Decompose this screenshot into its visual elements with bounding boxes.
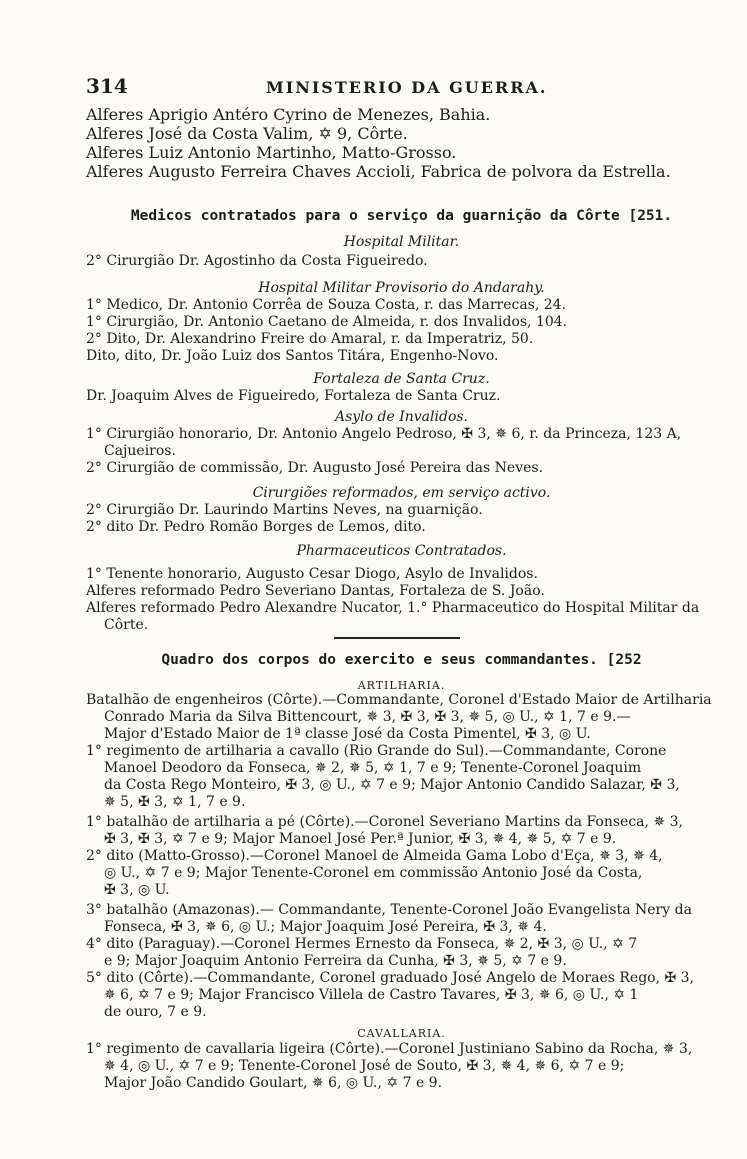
- text-line: Major João Candido Goulart, ✵ 6, ◎ U., ✡ 7 e 9.: [104, 1075, 443, 1091]
- text-line: de ouro, 7 e 9.: [104, 1004, 207, 1020]
- text-line: 2° dito (Matto-Grosso).—Coronel Manoel de Almeida Gama Lobo d'Eça, ✵ 3, ✵ 4,: [86, 848, 663, 864]
- text-line: 4° dito (Paraguay).—Coronel Hermes Ernesto da Fonseca, ✵ 2, ✠ 3, ◎ U., ✡ 7: [86, 936, 638, 952]
- text-line: 1° Medico, Dr. Antonio Corrêa de Souza Costa, r. das Marrecas, 24.: [86, 297, 567, 313]
- text-line: Alferes Augusto Ferreira Chaves Accioli, Fabrica de polvora da Estrella.: [86, 162, 671, 181]
- subheading: Fortaleza de Santa Cruz.: [313, 371, 490, 387]
- page-number: 314: [86, 74, 128, 98]
- text-line: Alferes reformado Pedro Severiano Dantas, Fortaleza de S. João.: [86, 583, 545, 599]
- text-line: 2° Cirurgião de commissão, Dr. Augusto José Pereira das Neves.: [86, 460, 544, 476]
- text-line: Alferes Aprigio Antéro Cyrino de Menezes, Bahia.: [86, 105, 491, 124]
- text-line: Dito, dito, Dr. João Luiz dos Santos Titára, Engenho-Novo.: [86, 348, 499, 364]
- text-line: ✠ 3, ◎ U.: [104, 882, 170, 898]
- section-title: Quadro dos corpos do exercito e seus commandantes. [252: [161, 652, 642, 668]
- text-line: 1° Cirurgião, Dr. Antonio Caetano de Almeida, r. dos Invalidos, 104.: [86, 314, 568, 330]
- running-head: MINISTERIO DA GUERRA.: [266, 78, 548, 97]
- text-line: Conrado Maria da Silva Bittencourt, ✵ 3, ✠ 3, ✠ 3, ✵ 5, ◎ U., ✡ 1, 7 e 9.—: [104, 709, 631, 725]
- text-line: 3° batalhão (Amazonas).— Commandante, Tenente-Coronel João Evangelista Nery da: [86, 902, 692, 918]
- text-line: 1° Cirurgião honorario, Dr. Antonio Angelo Pedroso, ✠ 3, ✵ 6, r. da Princeza, 123 A,: [86, 426, 682, 442]
- page-header: [86, 74, 719, 100]
- text-line: Dr. Joaquim Alves de Figueiredo, Fortaleza de Santa Cruz.: [86, 388, 501, 404]
- subheading: Hospital Militar Provisorio do Andarahy.: [258, 280, 545, 296]
- subheading: Cirurgiões reformados, em serviço activo.: [252, 485, 551, 501]
- section-title: Medicos contratados para o serviço da guarnição da Côrte [251.: [130, 208, 673, 224]
- text-line: 1° Tenente honorario, Augusto Cesar Diogo, Asylo de Invalidos.: [86, 566, 538, 582]
- text-line: 1° regimento de artilharia a cavallo (Rio Grande do Sul).—Commandante, Corone: [86, 743, 667, 759]
- text-line: 1° regimento de cavallaria ligeira (Côrte).—Coronel Justiniano Sabino da Rocha, ✵ 3,: [86, 1041, 693, 1057]
- subheading: Asylo de Invalidos.: [334, 409, 469, 425]
- subheading: ARTILHARIA.: [357, 679, 446, 692]
- text-line: 5° dito (Côrte).—Commandante, Coronel graduado José Angelo de Moraes Rego, ✠ 3,: [86, 970, 695, 986]
- text-line: ✵ 6, ✡ 7 e 9; Major Francisco Villela de Castro Tavares, ✠ 3, ✵ 6, ◎ U., ✡ 1: [104, 987, 639, 1003]
- text-line: e 9; Major Joaquim Antonio Ferreira da Cunha, ✠ 3, ✵ 5, ✡ 7 e 9.: [104, 953, 567, 969]
- subheading: Pharmaceuticos Contratados.: [296, 543, 507, 559]
- text-line: Alferes Luiz Antonio Martinho, Matto-Grosso.: [86, 143, 457, 162]
- text-line: Fonseca, ✠ 3, ✵ 6, ◎ U.; Major Joaquim José Pereira, ✠ 3, ✵ 4.: [104, 919, 547, 935]
- text-line: ◎ U., ✡ 7 e 9; Major Tenente-Coronel em commissão Antonio José da Costa,: [104, 865, 643, 881]
- text-line: ✠ 3, ✠ 3, ✡ 7 e 9; Major Manoel José Per.ª Junior, ✠ 3, ✵ 4, ✵ 5, ✡ 7 e 9.: [104, 831, 617, 847]
- text-line: Alferes reformado Pedro Alexandre Nucator, 1.° Pharmaceutico do Hospital Militar da: [86, 600, 700, 616]
- text-line: Côrte.: [104, 617, 149, 633]
- text-line: Cajueiros.: [104, 443, 176, 459]
- text-line: Major d'Estado Maior de 1ª classe José da Costa Pimentel, ✠ 3, ◎ U.: [104, 726, 591, 742]
- subheading: Hospital Militar.: [343, 234, 460, 250]
- text-line: 2° dito Dr. Pedro Romão Borges de Lemos, dito.: [86, 519, 426, 535]
- text-line: 2° Cirurgião Dr. Laurindo Martins Neves, na guarnição.: [86, 502, 483, 518]
- text-line: 2° Cirurgião Dr. Agostinho da Costa Figueiredo.: [86, 253, 428, 269]
- text-line: da Costa Rego Monteiro, ✠ 3, ◎ U., ✡ 7 e 9; Major Antonio Candido Salazar, ✠ 3,: [104, 777, 680, 793]
- divider: [334, 637, 460, 639]
- subheading: CAVALLARIA.: [357, 1027, 446, 1040]
- text-line: Batalhão de engenheiros (Côrte).—Commandante, Coronel d'Estado Maior de Artilharia: [86, 692, 712, 708]
- text-line: ✵ 5, ✠ 3, ✡ 1, 7 e 9.: [104, 794, 246, 810]
- text-line: 1° batalhão de artilharia a pé (Côrte).—Coronel Severiano Martins da Fonseca, ✵ 3,: [86, 814, 683, 830]
- text-line: Alferes José da Costa Valim, ✡ 9, Côrte.: [86, 124, 408, 143]
- text-line: Manoel Deodoro da Fonseca, ✵ 2, ✵ 5, ✡ 1, 7 e 9; Tenente-Coronel Joaquim: [104, 760, 642, 776]
- text-line: ✵ 4, ◎ U., ✡ 7 e 9; Tenente-Coronel José de Souto, ✠ 3, ✵ 4, ✵ 6, ✡ 7 e 9;: [104, 1058, 625, 1074]
- text-line: 2° Dito, Dr. Alexandrino Freire do Amaral, r. da Imperatriz, 50.: [86, 331, 534, 347]
